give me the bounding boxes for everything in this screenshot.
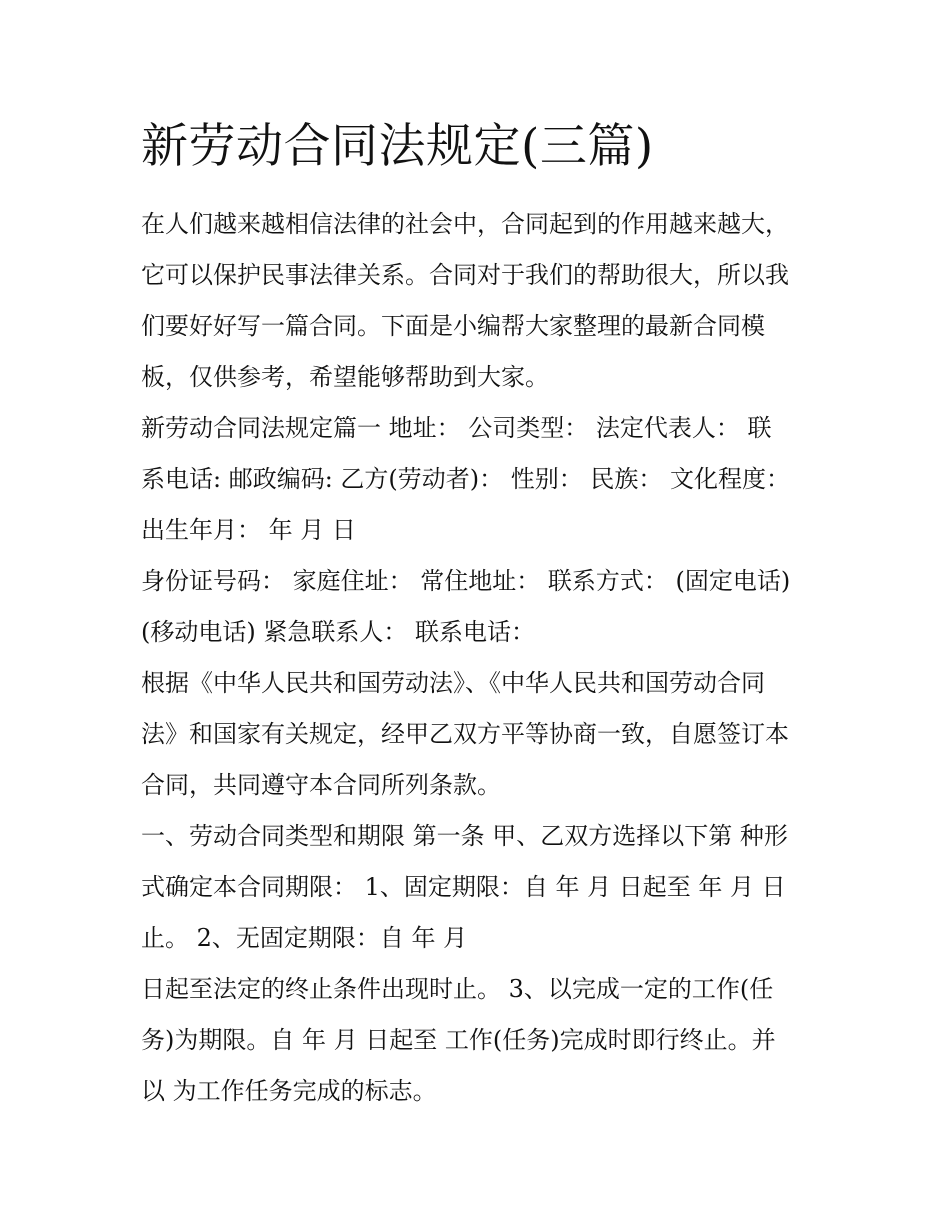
body-line: 法》和国家有关规定，经甲乙双方平等协商一致，自愿签订本 bbox=[141, 720, 789, 748]
body-line: 在人们越来越相信法律的社会中，合同起到的作用越来越大， bbox=[141, 210, 789, 238]
body-line: (移动电话) 紧急联系人： 联系电话： bbox=[141, 618, 535, 646]
body-line: 根据《中华人民共和国劳动法》、《中华人民共和国劳动合同 bbox=[141, 669, 765, 697]
body-line: 式确定本合同期限： 1、固定期限：自 年 月 日起至 年 月 日 bbox=[141, 873, 786, 901]
body-line: 以 为工作任务完成的标志。 bbox=[141, 1077, 437, 1105]
body-line: 新劳动合同法规定篇一 地址： 公司类型： 法定代表人： 联 bbox=[141, 414, 772, 442]
document-body bbox=[141, 199, 821, 1117]
body-line: 身份证号码： 家庭住址： 常住地址： 联系方式： (固定电话) bbox=[141, 567, 791, 595]
body-line: 们要好好写一篇合同。下面是小编帮大家整理的最新合同模 bbox=[141, 312, 765, 340]
body-line: 板，仅供参考，希望能够帮助到大家。 bbox=[141, 363, 549, 391]
body-line: 务)为期限。自 年 月 日起至 工作(任务)完成时即行终止。并 bbox=[141, 1026, 776, 1054]
body-line: 合同，共同遵守本合同所列条款。 bbox=[141, 771, 501, 799]
body-line: 日起至法定的终止条件出现时止。 3、以完成一定的工作(任 bbox=[141, 975, 774, 1003]
body-line: 一、劳动合同类型和期限 第一条 甲、乙双方选择以下第 种形 bbox=[141, 822, 788, 850]
body-line: 出生年月： 年 月 日 bbox=[141, 516, 356, 544]
body-line: 系电话: 邮政编码: 乙方(劳动者)： 性别： 民族： 文化程度： bbox=[141, 465, 791, 493]
body-line: 它可以保护民事法律关系。合同对于我们的帮助很大，所以我 bbox=[141, 261, 789, 289]
document-title: 新劳动合同法规定(三篇) bbox=[141, 119, 654, 174]
body-line: 止。 2、无固定期限：自 年 月 bbox=[141, 924, 468, 952]
